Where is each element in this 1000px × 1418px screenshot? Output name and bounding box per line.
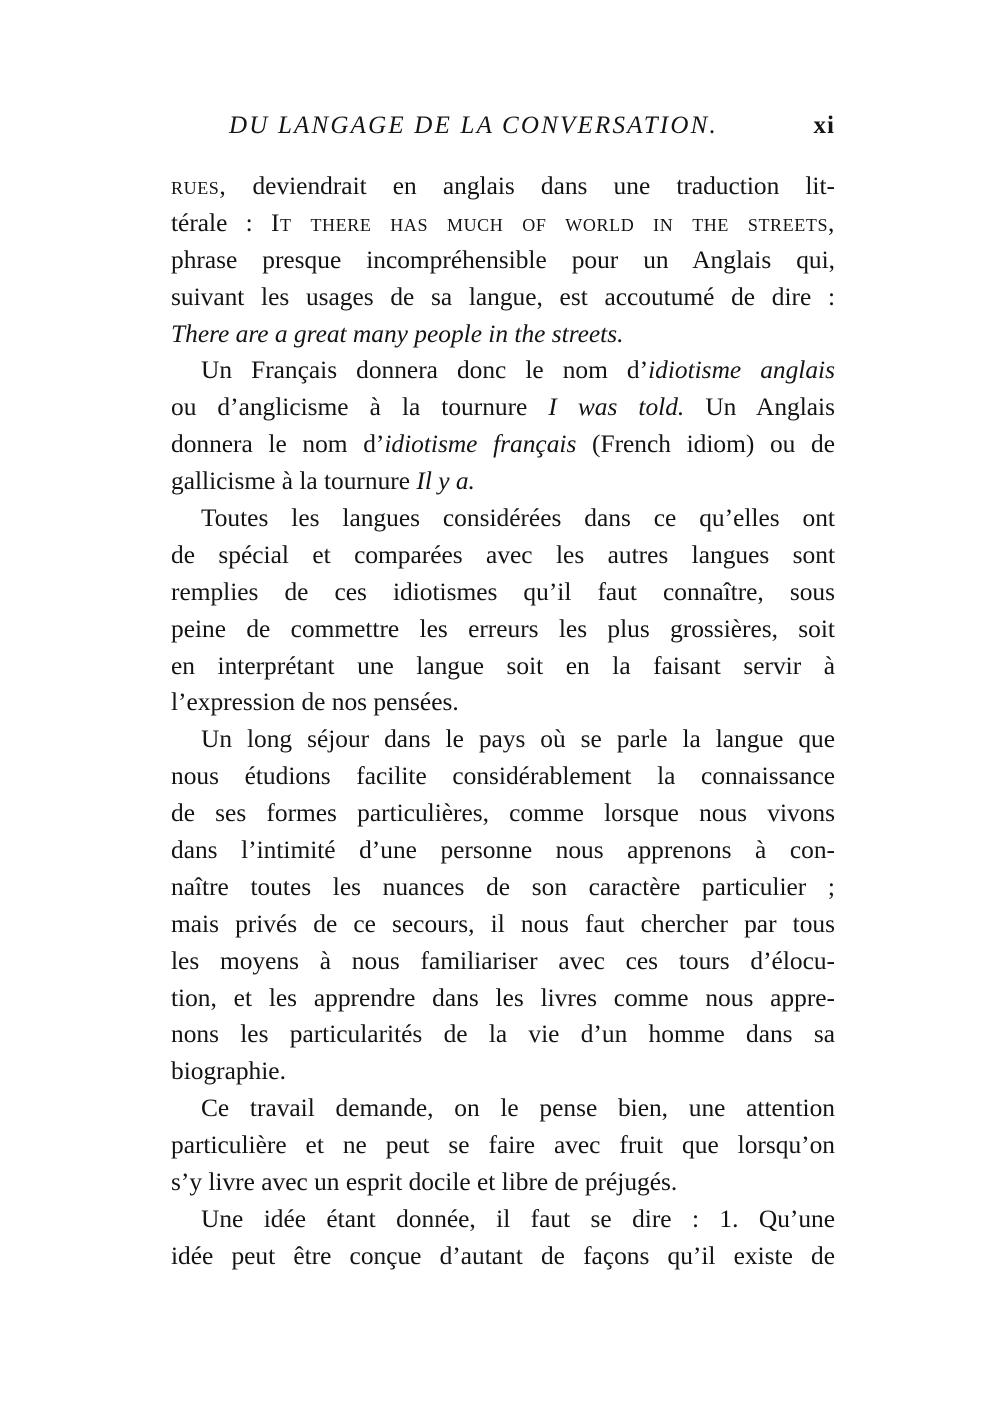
italic-text: There are a great many people in the streets. — [171, 319, 624, 348]
text-line: biographie. — [171, 1057, 286, 1086]
text-line — [171, 463, 835, 500]
text-line: de spécial et comparées avec les autres langues sont — [171, 540, 835, 569]
text-line: naître toutes les nuances de son caractère particulier ; — [171, 872, 835, 901]
text-line: peine de commettre les erreurs les plus grossières, soit — [171, 614, 835, 643]
text-line: en interprétant une langue soit en la faisant servir à — [171, 651, 835, 680]
page-number: xi — [813, 112, 835, 139]
text-line: Un long séjour dans le pays où se parle la langue que — [201, 725, 835, 754]
text-line — [171, 168, 835, 205]
text-line: l’expression de nos pensées. — [171, 688, 459, 717]
text-line — [171, 316, 835, 353]
paragraph-3 — [171, 500, 835, 721]
text-line: nons les particularités de la vie d’un homme dans sa — [171, 1020, 835, 1049]
text-line — [171, 389, 835, 426]
text-line: Une idée étant donnée, il faut se dire : 1. Qu’une — [201, 1204, 835, 1233]
text-line: Toutes les langues considérées dans ce qu’elles ont — [201, 504, 835, 533]
italic-text: Il y a. — [416, 467, 475, 496]
text-line: idée peut être conçue d’autant de façons qu’il existe de — [171, 1241, 835, 1270]
paragraph-6 — [171, 1201, 835, 1275]
text-segment: ou d’anglicisme à la tournure — [171, 393, 549, 422]
text-line: s’y livre avec un esprit docile et libre de préjugés. — [171, 1168, 678, 1197]
text-segment: donnera le nom d’ — [171, 430, 385, 459]
text-line: suivant les usages de sa langue, est accoutumé de dire : — [171, 282, 835, 311]
text-line: de ses formes particulières, comme lorsque nous vivons — [171, 799, 835, 828]
text-line: remplies de ces idiotismes qu’il faut connaître, sous — [171, 577, 835, 606]
text-line: mais privés de ce secours, il nous faut chercher par tous — [171, 909, 835, 938]
italic-text: idiotisme français — [384, 430, 577, 459]
text-segment: Un Anglais — [684, 393, 835, 422]
italic-text: I was told. — [548, 393, 685, 422]
text-segment: (French idiom) ou de — [576, 430, 835, 459]
running-header — [171, 108, 835, 148]
page-body — [171, 168, 835, 1275]
text-line: phrase presque incompréhensible pour un Anglais qui, — [171, 245, 835, 274]
text-segment: térale : — [171, 208, 271, 237]
text-segment: gallicisme à la tournure — [171, 467, 417, 496]
text-line — [171, 352, 835, 389]
paragraph-5 — [171, 1090, 835, 1201]
text-line: nous étudions facilite considérablement la connaissance — [171, 762, 835, 791]
paragraph-1 — [171, 168, 835, 352]
small-caps-text: It there has much of world in the streets, — [270, 208, 836, 237]
text-line: dans l’intimité d’une personne nous apprenons à con- — [171, 836, 835, 865]
text-line: particulière et ne peut se faire avec fruit que lorsqu’on — [171, 1131, 835, 1160]
text-line: les moyens à nous familiariser avec ces tours d’élocu- — [171, 946, 835, 975]
running-title: DU LANGAGE DE LA CONVERSATION. — [229, 112, 718, 139]
paragraph-4 — [171, 721, 835, 1090]
text-line: tion, et les apprendre dans les livres comme nous appre- — [171, 983, 835, 1012]
text-line — [171, 426, 835, 463]
book-page — [171, 108, 835, 1275]
italic-text: idiotisme anglais — [648, 356, 835, 385]
text-line — [171, 205, 835, 242]
small-caps-text: rues, — [171, 172, 227, 200]
text-segment: deviendrait en anglais dans une traduction lit- — [226, 172, 835, 200]
text-line: Ce travail demande, on le pense bien, une attention — [201, 1094, 835, 1123]
paragraph-2 — [171, 352, 835, 500]
text-segment: Un Français donnera donc le nom d’ — [201, 356, 649, 385]
